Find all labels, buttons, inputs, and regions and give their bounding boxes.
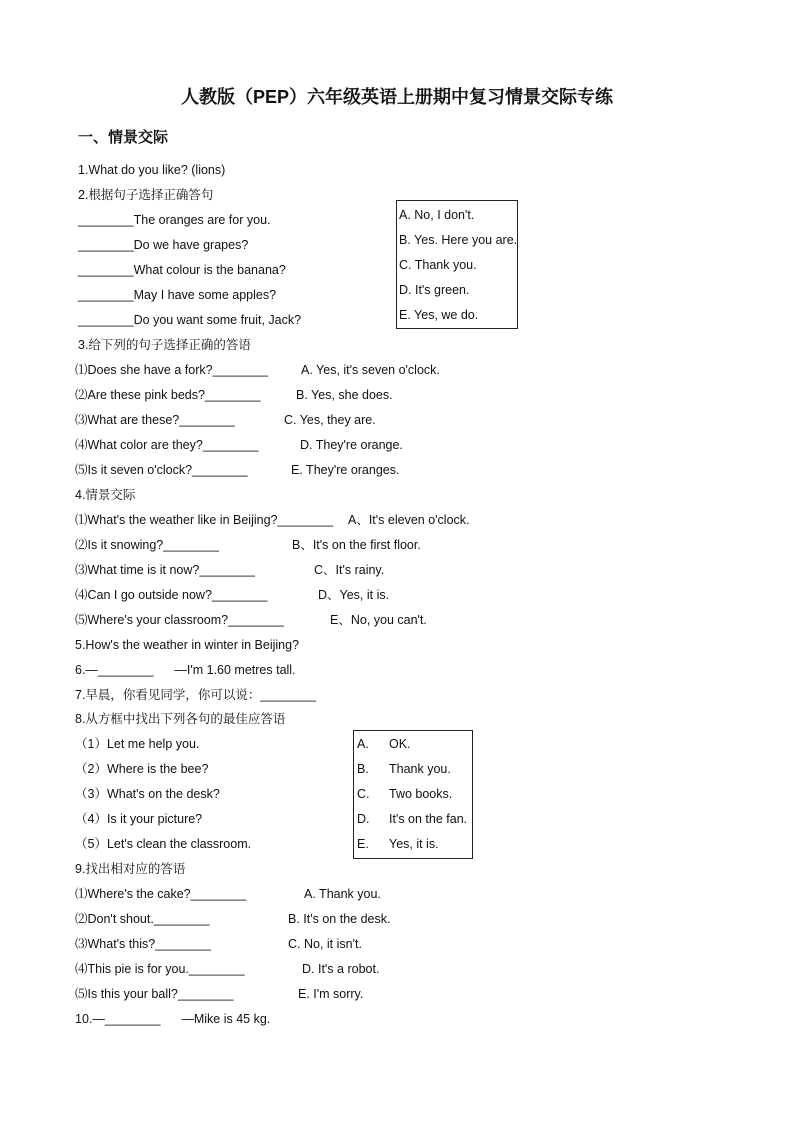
question-8-item: （4）Is it your picture?: [75, 812, 203, 826]
question-3-item: ⑵Are these pink beds?________: [75, 388, 261, 402]
option: C. Thank you.: [399, 258, 477, 272]
question-8-item: （2）Where is the bee?: [75, 762, 209, 776]
question-9-item: ⑷This pie is for you.________: [75, 962, 245, 976]
question-4-answer: E、No, you can't.: [330, 613, 427, 627]
option-text: Yes, it is.: [389, 837, 439, 851]
page-title: 人教版（PEP）六年级英语上册期中复习情景交际专练: [180, 87, 613, 107]
question-9-heading: 9.找出相对应的答语: [75, 862, 186, 876]
question-4-heading: 4.情景交际: [75, 488, 136, 502]
question-4-answer: D、Yes, it is.: [318, 588, 390, 602]
question-2-heading: 2.根据句子选择正确答句: [78, 188, 214, 202]
question-9-answer: A. Thank you.: [304, 887, 381, 901]
question-1: 1.What do you like? (lions): [78, 163, 226, 177]
question-2-options-box: [396, 200, 518, 329]
question-8-heading: 8.从方框中找出下列各句的最佳应答语: [75, 712, 286, 726]
question-8-item: （5）Let's clean the classroom.: [75, 837, 252, 851]
option-letter: E.: [357, 837, 369, 851]
question-2-item: ________May I have some apples?: [78, 288, 277, 302]
question-4-answer: C、It's rainy.: [314, 563, 385, 577]
section-heading: 一、情景交际: [78, 129, 169, 146]
question-4-item: ⑸Where's your classroom?________: [75, 613, 284, 627]
question-3-item: ⑸Is it seven o'clock?________: [75, 463, 248, 477]
question-9-answer: D. It's a robot.: [302, 962, 380, 976]
option-letter: A.: [357, 737, 369, 751]
question-3-answer: E. They're oranges.: [291, 463, 400, 477]
question-3-answer: A. Yes, it's seven o'clock.: [301, 363, 440, 377]
question-9-item: ⑴Where's the cake?________: [75, 887, 247, 901]
question-9-answer: B. It's on the desk.: [288, 912, 391, 926]
question-9-answer: E. I'm sorry.: [298, 987, 364, 1001]
option: A. No, I don't.: [399, 208, 475, 222]
question-10: 10.—________ —Mike is 45 kg.: [75, 1012, 271, 1026]
question-3-answer: C. Yes, they are.: [284, 413, 376, 427]
question-4-item: ⑴What's the weather like in Beijing?________: [75, 513, 334, 527]
question-4-item: ⑶What time is it now?________: [75, 563, 255, 577]
option: E. Yes, we do.: [399, 308, 479, 322]
question-6: 6.—________ —I'm 1.60 metres tall.: [75, 663, 296, 677]
option: B. Yes. Here you are.: [399, 233, 518, 247]
question-2-item: ________Do we have grapes?: [78, 238, 249, 252]
question-2-item: ________What colour is the banana?: [78, 263, 286, 277]
question-9-item: ⑶What's this?________: [75, 937, 211, 951]
question-3-item: ⑴Does she have a fork?________: [75, 363, 269, 377]
question-3-heading: 3.给下列的句子选择正确的答语: [78, 338, 251, 352]
question-8-item: （1）Let me help you.: [75, 737, 200, 751]
question-9-item: ⑵Don't shout.________: [75, 912, 210, 926]
question-4-answer: B、It's on the first floor.: [292, 538, 421, 552]
question-4-item: ⑷Can I go outside now?________: [75, 588, 268, 602]
question-9-answer: C. No, it isn't.: [288, 937, 362, 951]
option-text: OK.: [389, 737, 411, 751]
question-4-answer: A、It's eleven o'clock.: [348, 513, 470, 527]
question-8-options-box: [353, 730, 473, 859]
option-text: Thank you.: [389, 762, 451, 776]
option-letter: C.: [357, 787, 370, 801]
question-7: 7.早晨，你看见同学，你可以说：________: [75, 688, 317, 702]
option-text: It's on the fan.: [389, 812, 468, 826]
question-3-answer: D. They're orange.: [300, 438, 403, 452]
option-text: Two books.: [389, 787, 453, 801]
option-letter: B.: [357, 762, 369, 776]
question-9-item: ⑸Is this your ball?________: [75, 987, 234, 1001]
option-letter: D.: [357, 812, 370, 826]
question-2-item: ________Do you want some fruit, Jack?: [78, 313, 302, 327]
question-3-answer: B. Yes, she does.: [296, 388, 393, 402]
question-3-item: ⑷What color are they?________: [75, 438, 259, 452]
question-3-item: ⑶What are these?________: [75, 413, 235, 427]
question-8-item: （3）What's on the desk?: [75, 787, 220, 801]
question-2-item: ________The oranges are for you.: [78, 213, 271, 227]
question-5: 5.How's the weather in winter in Beijing?: [75, 638, 300, 652]
option: D. It's green.: [399, 283, 470, 297]
question-4-item: ⑵Is it snowing?________: [75, 538, 219, 552]
